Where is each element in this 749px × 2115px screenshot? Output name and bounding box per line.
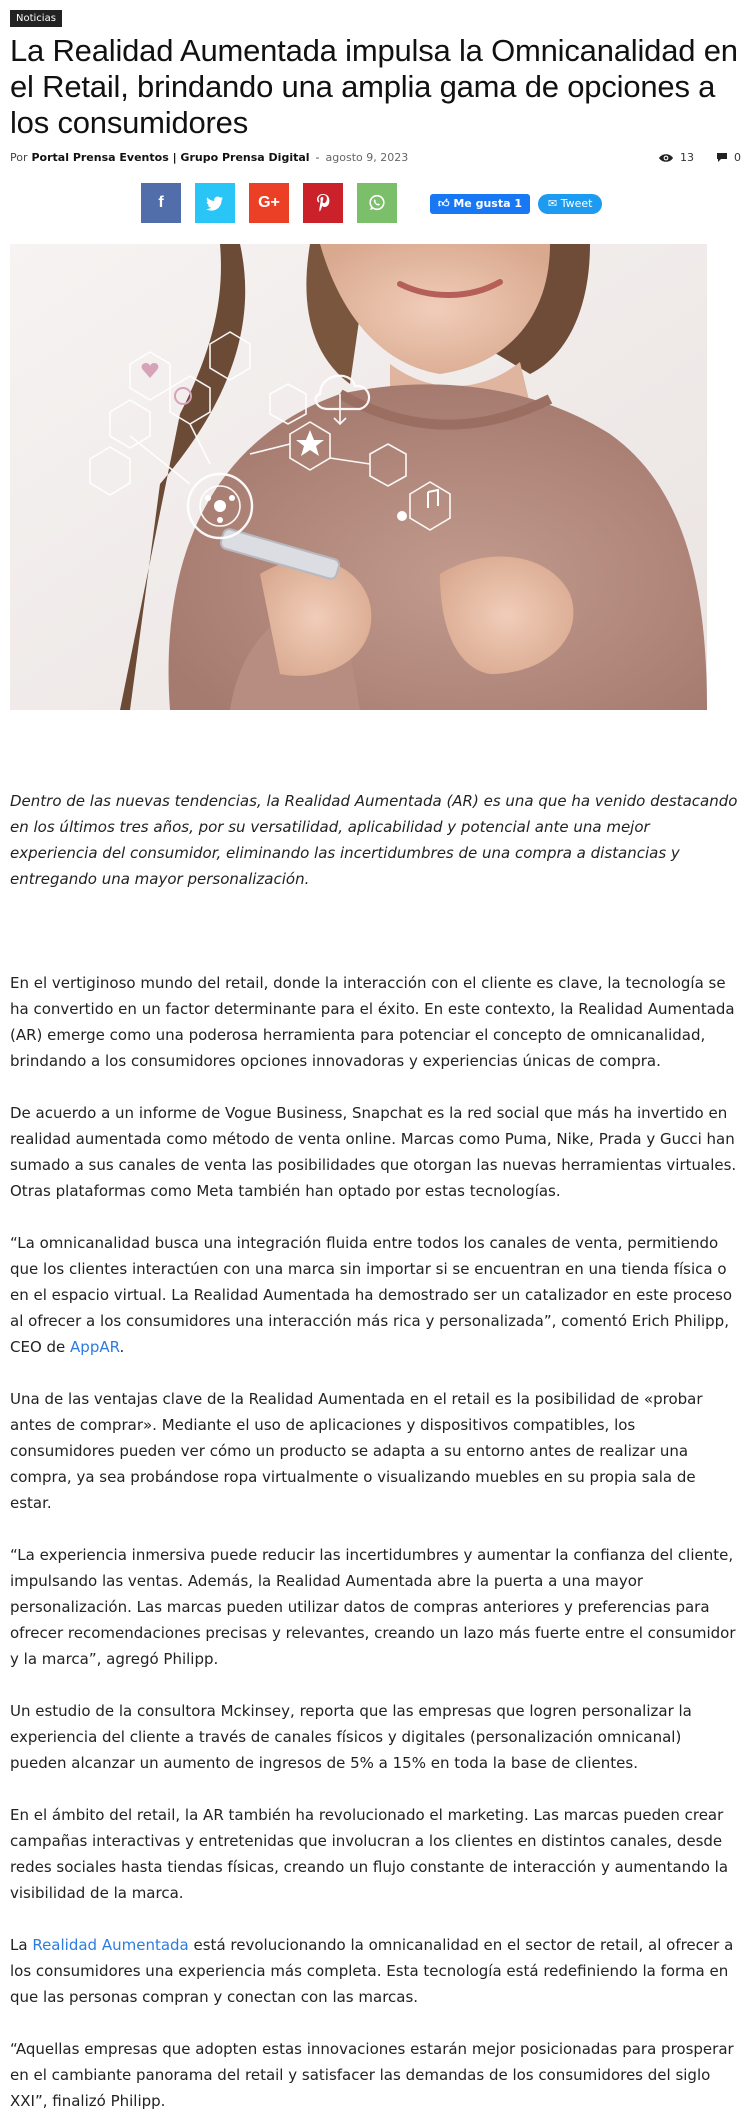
appar-link[interactable]: AppAR bbox=[70, 1338, 120, 1356]
comment-icon[interactable] bbox=[716, 152, 728, 163]
paragraph-3-text: “La omnicanalidad busca una integración fluida entre todos los canales de venta, permitiendo que los clientes interactúen con una marca sin importar si se encuentran en una tienda física o en el espacio virtual. La Realidad Aumentada ha demostrado ser un catalizador en este proceso al ofrecer a los consumidores una interacción más rica y personalizada”, comentó Erich Philipp, CEO de bbox=[10, 1234, 733, 1356]
article-body bbox=[10, 788, 739, 2114]
facebook-icon: f bbox=[158, 194, 164, 211]
twitter-share-button[interactable] bbox=[195, 183, 235, 223]
paragraph-4: Una de las ventajas clave de la Realidad Aumentada en el retail es la posibilidad de «probar antes de comprar». Mediante el uso de aplicaciones y dispositivos compatibles, los consumidores pueden ver cómo un producto se adapta a su entorno antes de realizar una compra, ya sea probándose ropa virtualmente o visualizando muebles en su propia sala de estar. bbox=[10, 1390, 703, 1512]
twitter-icon bbox=[206, 196, 224, 211]
googleplus-icon: G+ bbox=[258, 194, 280, 211]
fb-like-label: Me gusta 1 bbox=[453, 197, 522, 210]
article-title: La Realidad Aumentada impulsa la Omnicanalidad en el Retail, brindando una amplia gama de opciones a los consumidores bbox=[10, 33, 738, 140]
whatsapp-share-button[interactable] bbox=[357, 183, 397, 223]
views-count: 13 bbox=[680, 151, 694, 164]
paragraph-2: De acuerdo a un informe de Vogue Business, Snapchat es la red social que más ha invertido en realidad aumentada como método de venta online. Marcas como Puma, Nike, Prada y Gucci han sumado a sus canales de venta las posibilidades que otorgan las nuevas herramientas virtuales. Otras plataformas como Meta también han optado por estas tecnologías. bbox=[10, 1104, 737, 1200]
featured-image bbox=[10, 244, 707, 710]
facebook-like-button[interactable] bbox=[430, 194, 530, 214]
article-meta bbox=[10, 151, 408, 164]
paragraph-3-end: . bbox=[119, 1338, 125, 1356]
pinterest-icon bbox=[316, 194, 330, 212]
paragraph-7: En el ámbito del retail, la AR también ha revolucionado el marketing. Las marcas pueden crear campañas interactivas y entretenidas que involucran a los clientes en distintos canales, desde redes sociales hasta tiendas físicas, creando un flujo constante de interacción y aumentando la visibilidad de la marca. bbox=[10, 1806, 729, 1902]
facebook-share-button[interactable] bbox=[141, 183, 181, 223]
meta-separator: - bbox=[315, 151, 320, 164]
paragraph-8-start: La bbox=[10, 1936, 33, 1954]
paragraph-6: Un estudio de la consultora Mckinsey, reporta que las empresas que logren personalizar la experiencia del cliente a través de canales físicos y digitales (personalización omnicanal) pueden alcanzar un aumento de ingresos de 5% a 15% en toda la base de clientes. bbox=[10, 1702, 692, 1772]
share-buttons bbox=[141, 183, 397, 223]
twitter-bird-icon: ✉︎ bbox=[548, 197, 561, 210]
pinterest-share-button[interactable] bbox=[303, 183, 343, 223]
by-label: Por bbox=[10, 151, 28, 164]
paragraph-1: En el vertiginoso mundo del retail, donde la interacción con el cliente es clave, la tecnología se ha convertido en un factor determinante para el éxito. En este contexto, la Realidad Aumentada (AR) emerge como una poderosa herramienta para potenciar el concepto de omnicanalidad, brindando a los consumidores opciones innovadoras y experiencias únicas de compra. bbox=[10, 974, 735, 1070]
article-counts bbox=[658, 151, 741, 164]
paragraph-8 bbox=[10, 1932, 739, 2010]
thumbs-up-icon: 👍︎ bbox=[438, 197, 454, 210]
paragraph-3 bbox=[10, 1230, 739, 1360]
comments-count[interactable]: 0 bbox=[734, 151, 741, 164]
eye-icon bbox=[658, 153, 674, 163]
googleplus-share-button[interactable] bbox=[249, 183, 289, 223]
paragraph-5: “La experiencia inmersiva puede reducir las incertidumbres y aumentar la confianza del cliente, impulsando las ventas. Además, la Realidad Aumentada abre la puerta a una mayor personalización. Las marcas pueden utilizar datos de compras anteriores y preferencias para ofrecer recomendaciones precisas y relevantes, creando un lazo más fuerte entre el consumidor y la marca”, agregó Philipp. bbox=[10, 1546, 736, 1668]
category-badge[interactable]: Noticias bbox=[10, 10, 62, 27]
paragraph-9: “Aquellas empresas que adopten estas innovaciones estarán mejor posicionadas para prosperar en el cambiante panorama del retail y satisfacer las demandas de los consumidores del siglo XXI”, finalizó Philipp. bbox=[10, 2040, 734, 2110]
whatsapp-icon bbox=[368, 194, 386, 212]
publish-date: agosto 9, 2023 bbox=[325, 151, 409, 164]
realidad-aumentada-link[interactable]: Realidad Aumentada bbox=[32, 1936, 189, 1954]
lead-paragraph: Dentro de las nuevas tendencias, la Realidad Aumentada (AR) es una que ha venido destacando en los últimos tres años, por su versatilidad, aplicabilidad y potencial ante una mejor experiencia del consumidor, eliminando las incertidumbres de una compra a distancias y entregando una mayor personalización. bbox=[10, 792, 738, 888]
woman-phone-ar-image bbox=[10, 244, 707, 710]
author-link[interactable]: Portal Prensa Eventos | Grupo Prensa Digital bbox=[31, 151, 310, 164]
paragraph-8-text: está revolucionando la omnicanalidad en el sector de retail, al ofrecer a los consumidores una experiencia más completa. Esta tecnología está redefiniendo la forma en que las personas compran y conectan con las marcas. bbox=[10, 1936, 734, 2006]
tweet-button[interactable] bbox=[538, 194, 602, 214]
tweet-label: Tweet bbox=[560, 197, 593, 210]
